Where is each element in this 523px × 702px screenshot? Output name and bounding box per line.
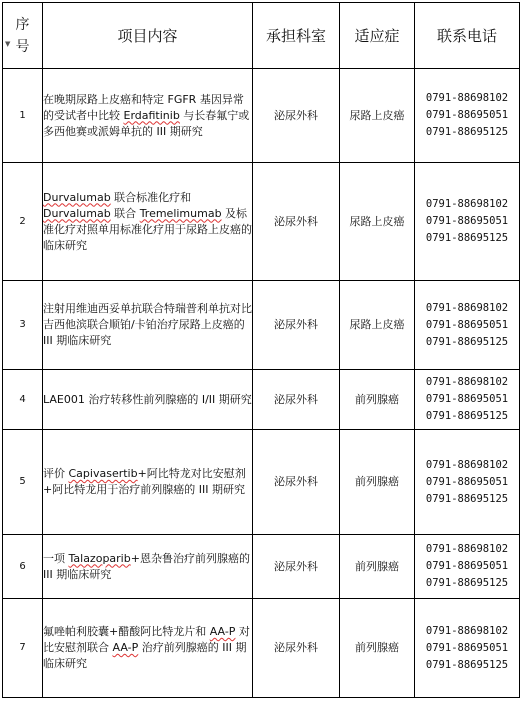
phone-number: 0791-88698102: [425, 376, 509, 388]
project-content: [43, 430, 253, 535]
phone-number: 0791-88695125: [425, 658, 509, 671]
header-indication: 适应症: [340, 3, 415, 69]
drug-name: AA-P: [209, 625, 236, 638]
content-text: 评价: [43, 467, 69, 480]
row-number: 1: [3, 69, 43, 163]
project-content: [43, 69, 253, 163]
header-seq-label: 序号: [15, 16, 30, 55]
drug-name: Erdafitinib: [123, 108, 180, 122]
project-content: [43, 370, 253, 430]
table-row: [3, 599, 520, 698]
clinical-trials-table: [2, 2, 520, 698]
drug-name: Capivasertib: [68, 467, 138, 480]
indication: 前列腺癌: [340, 370, 415, 430]
row-number: 5: [3, 430, 43, 535]
contact-phones: [415, 430, 520, 535]
content-text: 联合: [110, 206, 140, 220]
phone-number: 0791-88695051: [425, 641, 509, 654]
phone-number: 0791-88698102: [425, 543, 509, 555]
drug-name: Durvalumab: [43, 206, 111, 220]
contact-phones: [415, 281, 520, 370]
table-row: [3, 163, 520, 281]
phone-number: 0791-88695125: [425, 577, 509, 589]
table-row: [3, 430, 520, 535]
department: 泌尿外科: [253, 430, 340, 535]
table-row: [3, 69, 520, 163]
header-seq: [3, 3, 43, 69]
phone-number: 0791-88695051: [425, 109, 509, 121]
contact-phones: [415, 535, 520, 599]
header-phone: 联系电话: [415, 3, 520, 69]
phone-number: 0791-88698102: [425, 92, 509, 104]
indication: 尿路上皮癌: [340, 69, 415, 163]
drug-name: Tremelimumab: [139, 206, 222, 220]
phone-number: 0791-88695125: [425, 410, 509, 422]
department: 泌尿外科: [253, 69, 340, 163]
content-text: LAE001 治疗转移性前列腺癌的 I/II 期研究: [43, 392, 252, 406]
content-text: 氟唑帕利胶囊+醋酸阿比特龙片和: [43, 625, 210, 638]
header-dept: 承担科室: [253, 3, 340, 69]
phone-number: 0791-88695125: [425, 492, 509, 505]
phone-number: 0791-88695125: [425, 126, 509, 138]
indication: 前列腺癌: [340, 430, 415, 535]
phone-number: 0791-88695051: [425, 560, 509, 572]
content-text: 注射用维迪西妥单抗联合特瑞普利单抗对比吉西他滨联合顺铂/卡铂治疗尿路上皮癌的 III 期临床研究: [43, 302, 252, 347]
header-dropdown-mark: ▼: [5, 40, 11, 48]
indication: 前列腺癌: [340, 599, 415, 698]
table-row: [3, 370, 520, 430]
phone-number: 0791-88698102: [425, 624, 509, 637]
content-text: 与长春氟宁或多西他赛或派姆单抗的 III 期研究: [43, 108, 250, 138]
contact-phones: [415, 599, 520, 698]
drug-name: Talazoparib: [68, 551, 131, 565]
phone-number: 0791-88695125: [425, 232, 509, 244]
project-content: [43, 599, 253, 698]
phone-number: 0791-88698102: [425, 198, 509, 210]
content-text: 在晚期尿路上皮癌和特定 FGFR 基因异常的受试者中比较: [43, 92, 244, 122]
table-row: [3, 281, 520, 370]
phone-number: 0791-88695051: [425, 393, 509, 405]
department: 泌尿外科: [253, 163, 340, 281]
phone-number: 0791-88698102: [425, 301, 509, 314]
department: 泌尿外科: [253, 370, 340, 430]
department: 泌尿外科: [253, 535, 340, 599]
phone-number: 0791-88695051: [425, 318, 509, 331]
content-text: 对比安慰剂联合: [43, 625, 250, 654]
row-number: 7: [3, 599, 43, 698]
row-number: 6: [3, 535, 43, 599]
header-row: [3, 3, 520, 69]
indication: 前列腺癌: [340, 535, 415, 599]
header-content: 项目内容: [43, 3, 253, 69]
drug-name: AA-P: [112, 641, 139, 654]
project-content: [43, 281, 253, 370]
department: 泌尿外科: [253, 281, 340, 370]
content-text: +阿比特龙对比安慰剂+阿比特龙用于治疗前列腺癌的 III 期研究: [43, 467, 246, 496]
contact-phones: [415, 163, 520, 281]
project-content: [43, 535, 253, 599]
project-content: [43, 163, 253, 281]
phone-number: 0791-88698102: [425, 458, 509, 471]
content-text: 一项: [43, 551, 69, 565]
drug-name: Durvalumab: [43, 190, 111, 204]
row-number: 3: [3, 281, 43, 370]
phone-number: 0791-88695051: [425, 215, 509, 227]
row-number: 4: [3, 370, 43, 430]
row-number: 2: [3, 163, 43, 281]
phone-number: 0791-88695125: [425, 335, 509, 348]
phone-number: 0791-88695051: [425, 475, 509, 488]
content-text: 联合标准化疗和: [110, 190, 192, 204]
contact-phones: [415, 69, 520, 163]
contact-phones: [415, 370, 520, 430]
department: 泌尿外科: [253, 599, 340, 698]
content-text: +恩杂鲁治疗前列腺癌的 III 期临床研究: [43, 551, 250, 581]
table-row: [3, 535, 520, 599]
indication: 尿路上皮癌: [340, 281, 415, 370]
indication: 尿路上皮癌: [340, 163, 415, 281]
content-text: 治疗前列腺癌的 III 期临床研究: [43, 641, 247, 670]
content-text: 及标准化疗对照单用标准化疗用于尿路上皮癌的临床研究: [43, 206, 252, 252]
